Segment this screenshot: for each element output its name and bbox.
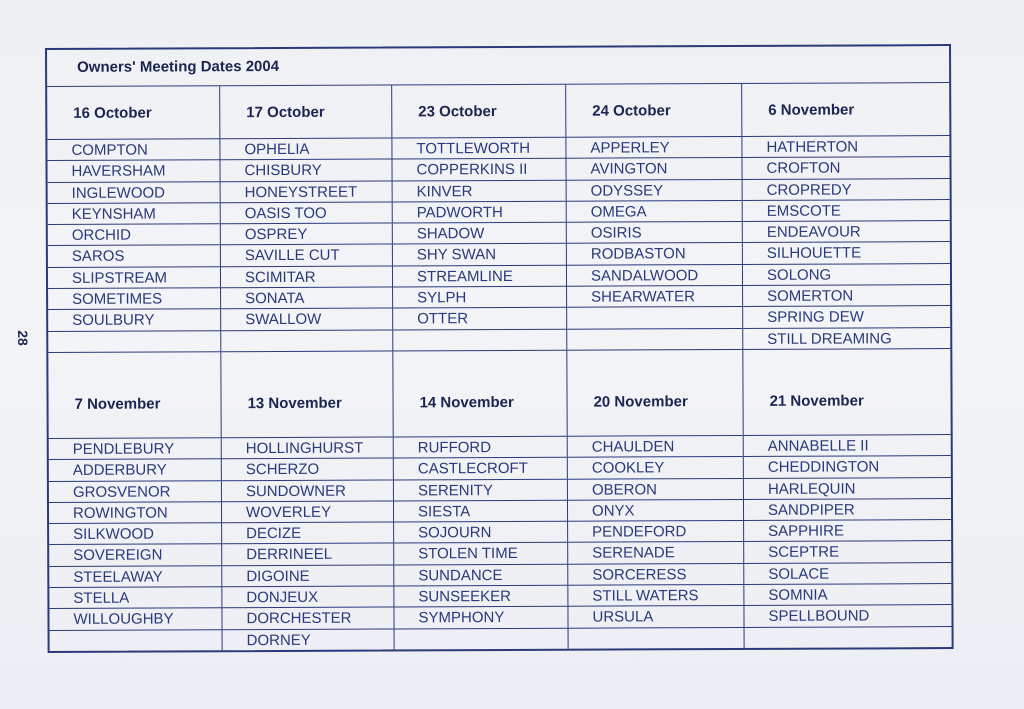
boat-name-cell: AVINGTON bbox=[566, 158, 741, 180]
date-column bbox=[391, 85, 566, 351]
boat-name-cell: KINVER bbox=[393, 180, 566, 202]
boat-name-cell: OSIRIS bbox=[567, 222, 742, 244]
boat-name-cell: HONEYSTREET bbox=[221, 181, 392, 203]
column-date-header: 20 November bbox=[567, 350, 742, 437]
date-column bbox=[392, 351, 567, 650]
meeting-dates-table bbox=[45, 44, 954, 653]
boat-name-cell: APPERLEY bbox=[566, 137, 741, 159]
boat-name-cell: WOVERLEY bbox=[222, 501, 393, 523]
boat-name-cell: SOLONG bbox=[743, 264, 950, 286]
boat-name-cell: SAPPHIRE bbox=[744, 520, 951, 542]
boat-name-cell: CHEDDINGTON bbox=[744, 456, 951, 478]
boat-name-cell: GROSVENOR bbox=[49, 481, 221, 503]
boat-name-cell: OBERON bbox=[568, 479, 743, 501]
boat-name-cell: SOMERTON bbox=[743, 285, 950, 307]
boat-name-cell: SOLACE bbox=[744, 563, 951, 585]
boat-name-cell: OTTER bbox=[393, 308, 566, 330]
column-date-header: 21 November bbox=[743, 349, 950, 436]
boat-name-cell: OSPREY bbox=[221, 224, 392, 246]
boat-name-cell: OPHELIA bbox=[220, 138, 391, 160]
boat-name-cell: WILLOUGHBY bbox=[49, 609, 221, 631]
boat-name-cell: ENDEAVOUR bbox=[743, 221, 950, 243]
boat-name-cell: SYLPH bbox=[393, 287, 566, 309]
boat-name-cell: ANNABELLE II bbox=[744, 435, 951, 457]
boat-name-cell: SOMNIA bbox=[744, 584, 951, 606]
boat-name-cell: DONJEUX bbox=[222, 587, 393, 609]
boat-name-cell: STILL WATERS bbox=[568, 585, 743, 607]
column-date-header: 16 October bbox=[47, 86, 219, 140]
boat-name-cell: SUNSEEKER bbox=[394, 586, 567, 608]
boat-name-cell: CROPREDY bbox=[743, 179, 950, 201]
boat-name-cell: PENDEFORD bbox=[568, 521, 743, 543]
boat-name-cell: CHISBURY bbox=[220, 160, 391, 182]
table-title: Owners' Meeting Dates 2004 bbox=[47, 46, 949, 87]
boat-name-cell: SIESTA bbox=[394, 501, 567, 523]
boat-name-cell: SAROS bbox=[48, 246, 220, 268]
boat-name-cell: TOTTLEWORTH bbox=[392, 138, 565, 160]
date-column bbox=[220, 351, 393, 650]
boat-name-cell: DIGOINE bbox=[222, 565, 393, 587]
boat-name-cell: STILL DREAMING bbox=[767, 329, 892, 348]
empty-cell bbox=[395, 628, 568, 649]
boat-name-cell: RODBASTON bbox=[567, 243, 742, 265]
boat-name-cell: SCIMITAR bbox=[221, 266, 392, 288]
boat-name-cell: STOLEN TIME bbox=[394, 543, 567, 565]
date-column bbox=[48, 352, 221, 651]
boat-name-cell: CHAULDEN bbox=[568, 436, 743, 458]
date-column bbox=[565, 84, 742, 350]
boat-name-cell: STELLA bbox=[49, 587, 221, 609]
empty-cell bbox=[569, 628, 744, 649]
boat-name-cell: SUNDANCE bbox=[394, 564, 567, 586]
boat-name-cell: KEYNSHAM bbox=[48, 203, 220, 225]
boat-name-cell: ROWINGTON bbox=[49, 502, 221, 524]
boat-name-cell: PADWORTH bbox=[393, 202, 566, 224]
boat-name-cell: CROFTON bbox=[742, 157, 949, 179]
boat-name-cell: PENDLEBURY bbox=[49, 438, 221, 460]
boat-name-cell: SOVEREIGN bbox=[49, 545, 221, 567]
boat-name-cell: STEELAWAY bbox=[49, 566, 221, 588]
table-block-october bbox=[47, 83, 950, 352]
boat-name-cell: SAVILLE CUT bbox=[221, 245, 392, 267]
date-column bbox=[47, 86, 220, 352]
boat-name-cell: CASTLECROFT bbox=[394, 458, 567, 480]
boat-name-cell: HAVERSHAM bbox=[47, 161, 219, 183]
boat-name-cell: STREAMLINE bbox=[393, 266, 566, 288]
boat-name-cell: SCEPTRE bbox=[744, 542, 951, 564]
boat-name-cell: SHADOW bbox=[393, 223, 566, 245]
boat-name-cell: SANDALWOOD bbox=[567, 265, 742, 287]
boat-name-cell: EMSCOTE bbox=[743, 200, 950, 222]
empty-cell bbox=[221, 330, 392, 351]
boat-name-cell: SOMETIMES bbox=[48, 288, 220, 310]
empty-cell bbox=[567, 307, 742, 329]
boat-name-cell: DECIZE bbox=[222, 523, 393, 545]
boat-name-cell: HARLEQUIN bbox=[744, 478, 951, 500]
boat-name-cell: SUNDOWNER bbox=[222, 480, 393, 502]
boat-name-cell: RUFFORD bbox=[394, 437, 567, 459]
table-block-november bbox=[48, 348, 951, 651]
boat-name-cell: SOULBURY bbox=[48, 310, 220, 332]
date-column bbox=[219, 85, 392, 351]
boat-name-cell: SHY SWAN bbox=[393, 244, 566, 266]
boat-name-cell: SORCERESS bbox=[568, 564, 743, 586]
empty-cell bbox=[393, 329, 566, 350]
empty-cell bbox=[745, 627, 952, 648]
boat-name-cell: SERENITY bbox=[394, 479, 567, 501]
boat-name-cell: DERRINEEL bbox=[222, 544, 393, 566]
boat-name-cell: HATHERTON bbox=[742, 136, 949, 158]
column-date-header: 6 November bbox=[742, 83, 949, 137]
boat-name-cell: INGLEWOOD bbox=[48, 182, 220, 204]
date-column bbox=[566, 350, 743, 649]
boat-name-cell: SILHOUETTE bbox=[743, 243, 950, 265]
boat-name-cell: HOLLINGHURST bbox=[222, 437, 393, 459]
boat-name-cell: OMEGA bbox=[567, 201, 742, 223]
date-column bbox=[741, 83, 950, 349]
boat-name-cell: SCHERZO bbox=[222, 459, 393, 481]
boat-name-cell: OASIS TOO bbox=[221, 202, 392, 224]
boat-name-cell: COOKLEY bbox=[568, 457, 743, 479]
boat-name-cell: SONATA bbox=[221, 288, 392, 310]
page-number: 28 bbox=[14, 330, 31, 346]
boat-name-cell: SYMPHONY bbox=[394, 607, 567, 629]
column-date-header: 14 November bbox=[393, 351, 566, 438]
empty-cell bbox=[50, 630, 222, 651]
column-date-header: 13 November bbox=[221, 351, 392, 438]
empty-cell bbox=[567, 329, 742, 350]
boat-name-cell: DORNEY bbox=[246, 631, 311, 649]
boat-name-cell: ADDERBURY bbox=[49, 460, 221, 482]
boat-name-cell: SHEARWATER bbox=[567, 286, 742, 308]
boat-name-cell: SLIPSTREAM bbox=[48, 267, 220, 289]
boat-name-cell: SILKWOOD bbox=[49, 523, 221, 545]
boat-name-cell: SPRING DEW bbox=[743, 306, 950, 328]
boat-name-cell: URSULA bbox=[568, 606, 743, 628]
boat-name-cell: ODYSSEY bbox=[567, 180, 742, 202]
boat-name-cell: COPPERKINS II bbox=[392, 159, 565, 181]
empty-cell bbox=[48, 331, 220, 352]
column-date-header: 24 October bbox=[566, 84, 741, 138]
boat-name-cell: SPELLBOUND bbox=[744, 605, 951, 627]
date-column bbox=[742, 349, 951, 648]
boat-name-cell: SOJOURN bbox=[394, 522, 567, 544]
boat-name-cell: ORCHID bbox=[48, 224, 220, 246]
boat-name-cell: SERENADE bbox=[568, 542, 743, 564]
boat-name-cell: ONYX bbox=[568, 500, 743, 522]
column-date-header: 23 October bbox=[392, 85, 565, 139]
boat-name-cell: SWALLOW bbox=[221, 309, 392, 331]
boat-name-cell: DORCHESTER bbox=[222, 608, 393, 630]
column-date-header: 7 November bbox=[48, 352, 220, 439]
boat-name-cell: SANDPIPER bbox=[744, 499, 951, 521]
boat-name-cell: COMPTON bbox=[47, 139, 219, 161]
column-date-header: 17 October bbox=[220, 85, 391, 139]
